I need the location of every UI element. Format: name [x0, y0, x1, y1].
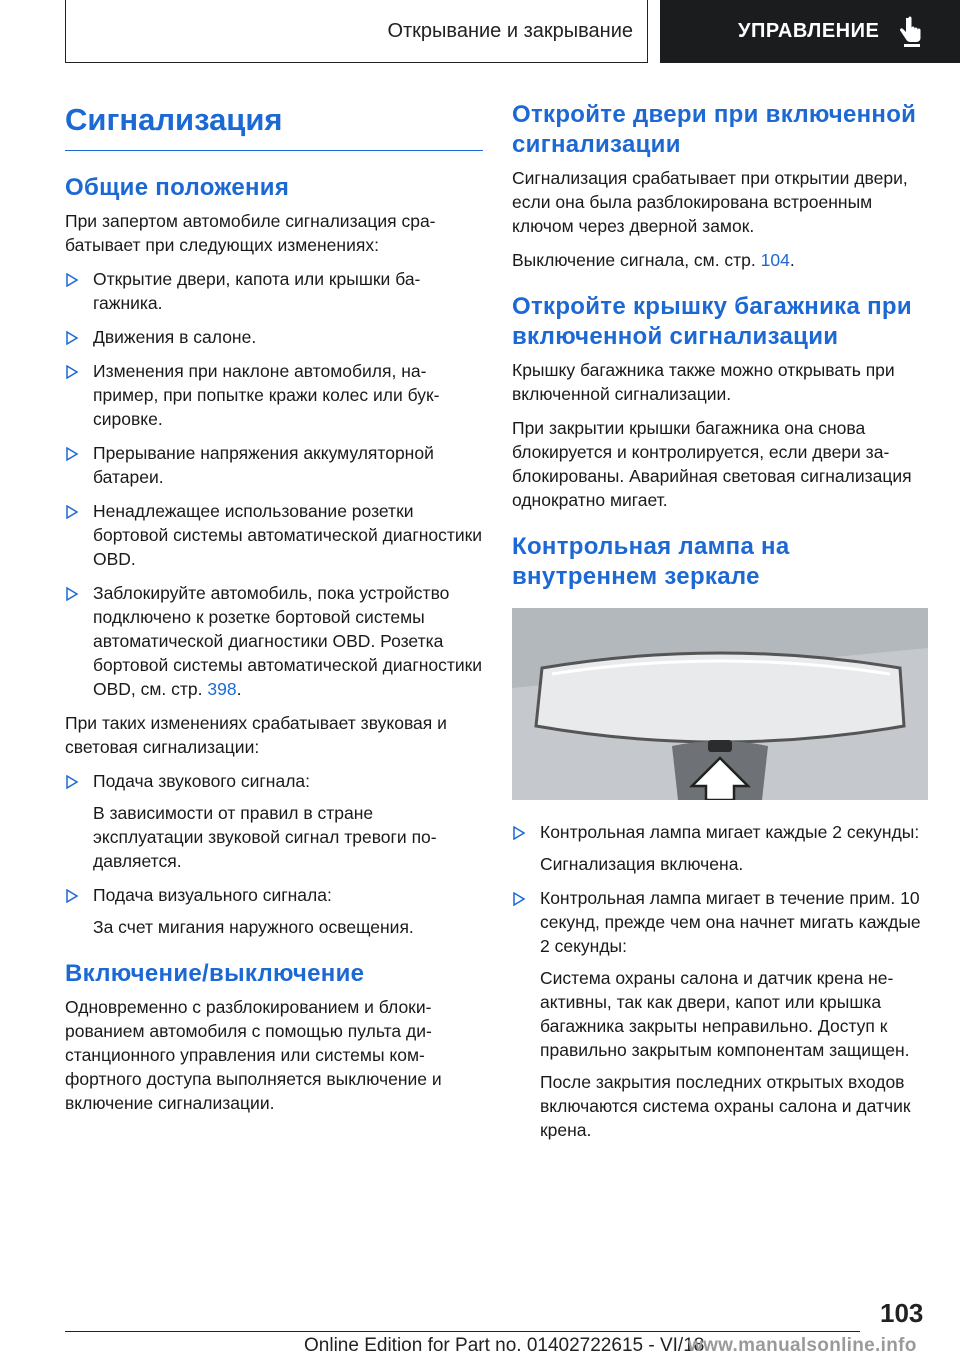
triangle-bullet-icon [65, 273, 79, 287]
onoff-text: Одновременно с разблокированием и блокированием автомобиля с помощью пульта дистанционного управления или системы комфортного доступа выполняется выключение и включение сигнализации. [65, 997, 442, 1113]
general-heading: Общие положения [65, 174, 290, 201]
triangle-bullet-icon [65, 447, 79, 461]
doors-text: Сигнализация срабатывает при открытии двери, если она была разблокирована встроенным ключом через дверной замок. [512, 168, 908, 236]
lamp-item2-text2: После закрытия последних открытых входов включаются система охраны салона и датчик крена. [540, 1072, 911, 1140]
visual-text: За счет мигания наружного освещения. [93, 917, 414, 937]
list-item [65, 325, 483, 349]
trigger-list [65, 267, 483, 701]
list-item [65, 769, 483, 873]
list-item-text: Ненадлежащее использование розетки бортовой системы автоматической диагностики OBD. [93, 501, 483, 569]
list-item-text: Прерывание напряжения аккумуляторной батареи. [93, 443, 434, 487]
triangle-bullet-icon [65, 365, 79, 379]
header-section-box [65, 0, 648, 63]
triangle-bullet-icon [65, 587, 79, 601]
list-item [65, 883, 483, 939]
lamp-item1-label: Контрольная лампа мигает каждые 2 секунды: [540, 822, 920, 842]
left-column [65, 100, 483, 1125]
list-item-text: Изменения при наклоне автомобиля, например, при попытке кражи колес или буксировке. [93, 361, 440, 429]
watermark: www.manualsonline.info [688, 1335, 917, 1356]
hand-pointer-icon [898, 16, 924, 48]
trunk-text-1: Крышку багажника также можно открывать при включенной сигнализации. [512, 360, 895, 404]
list-item-end: . [236, 679, 242, 699]
triangle-bullet-icon [65, 775, 79, 789]
visual-label: Подача визуального сигнала: [93, 885, 332, 905]
page-number: 103 [880, 1298, 924, 1328]
triangle-bullet-icon [512, 826, 526, 840]
acoustic-label: Подача звукового сигнала: [93, 771, 311, 791]
list-item [65, 581, 483, 701]
lamp-item2-text1: Система охраны салона и датчик крена неактивны, так как двери, капот или крышка багажника закрыты неправильно. Доступ к правильно закрытым компонентам защищен. [540, 968, 910, 1060]
header-chapter-tab [660, 0, 960, 63]
page-title-block [65, 100, 483, 151]
acoustic-text: В зависимости от правил в стране эксплуатации звуковой сигнал тревоги подавляется. [93, 803, 437, 871]
list-item [512, 820, 928, 876]
doors-ref [512, 248, 928, 272]
list-item [65, 441, 483, 489]
page-title: Сигнализация [65, 102, 283, 137]
onoff-heading: Включение/выключение [65, 960, 365, 987]
list-item-text: Открытие двери, капота или крышки багажника. [93, 269, 421, 313]
list-item [65, 267, 483, 315]
list-item-text: Заблокируйте автомобиль, пока устройство подключено к розетке бортовой системы автоматической диагностики OBD. Розетка бортовой системы автоматической диагностики OBD, см. стр. [93, 583, 483, 699]
alarm-list [65, 769, 483, 939]
list-item [65, 359, 483, 431]
right-column [512, 100, 928, 1152]
triangle-bullet-icon [65, 889, 79, 903]
header-chapter-title: УПРАВЛЕНИЕ [738, 20, 880, 42]
lamp-list [512, 820, 928, 1142]
page-link-398[interactable]: 398 [207, 679, 237, 699]
footer-divider [65, 1331, 860, 1332]
doors-ref-text: Выключение сигнала, см. стр. [512, 250, 761, 270]
doors-ref-end: . [789, 250, 795, 270]
triangle-bullet-icon [512, 892, 526, 906]
triangle-bullet-icon [65, 505, 79, 519]
lamp-item1-text: Сигнализация включена. [540, 854, 744, 874]
page-link-104[interactable]: 104 [760, 250, 790, 270]
rearview-mirror-image [512, 608, 928, 800]
footer-edition: Online Edition for Part no. 01402722615 - VI/18 [304, 1335, 705, 1356]
list-item-text: Движения в салоне. [93, 327, 257, 347]
general-intro: При запертом автомобиле сигнализация срабатывает при следующих изменениях: [65, 211, 436, 255]
trunk-text-2: При закрытии крышки багажника она снова блокируется и контролируется, если двери заблокированы. Аварийная световая сигнализация однократно мигает. [512, 418, 912, 510]
trunk-heading: Откройте крышку багажника при включенной сигнализации [512, 293, 912, 350]
list-item [65, 499, 483, 571]
lamp-heading: Контрольная лампа на внутреннем зеркале [512, 533, 790, 590]
triangle-bullet-icon [65, 331, 79, 345]
alarm-intro: При таких изменениях срабатывает звуковая и световая сигнализации: [65, 713, 447, 757]
doors-heading: Откройте двери при включенной сигнализации [512, 101, 917, 158]
header-section-title: Открывание и закрывание [387, 19, 633, 42]
lamp-item2-label: Контрольная лампа мигает в течение прим. 10 секунд, прежде чем она начнет мигать каждые 2 секунды: [540, 888, 921, 956]
list-item [512, 886, 928, 1142]
